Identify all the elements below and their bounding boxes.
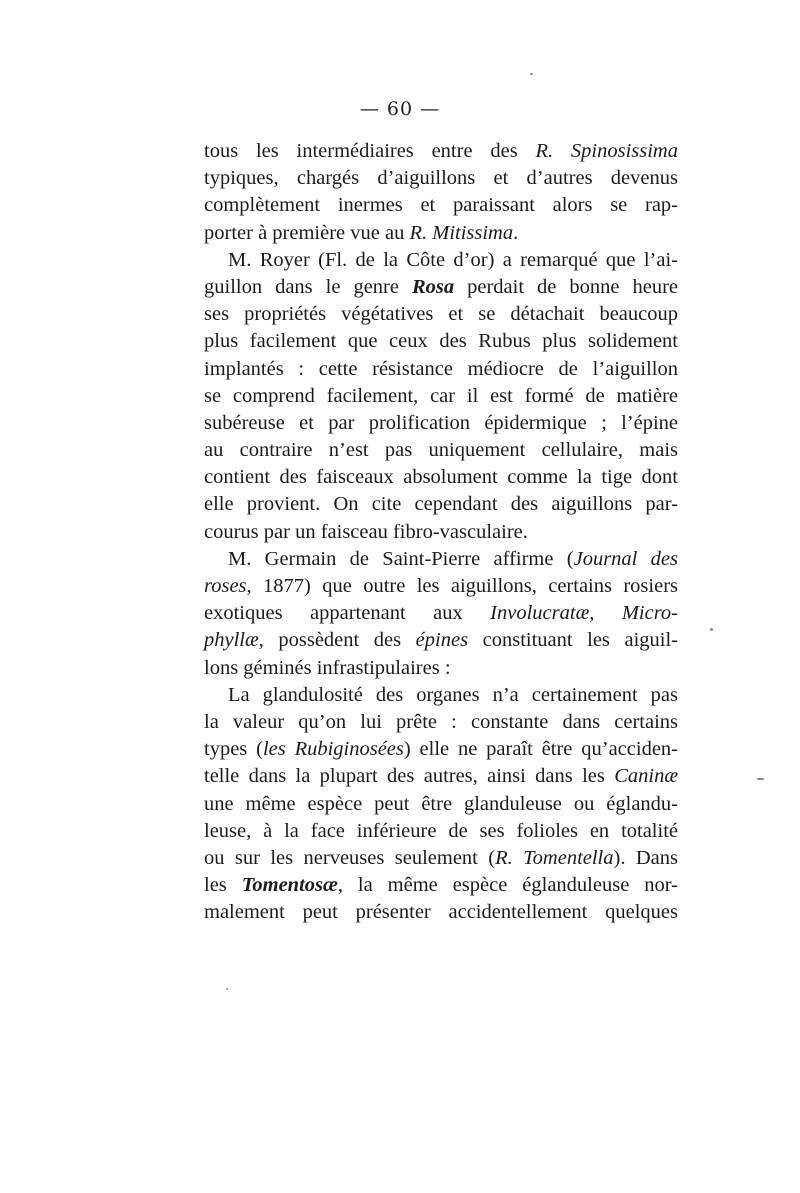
text-line bbox=[204, 301, 678, 328]
text-run: , bbox=[589, 602, 622, 625]
text-line bbox=[204, 845, 678, 872]
text-run: la valeur qu’on lui prête : constante dans certains bbox=[204, 710, 678, 733]
text-line bbox=[204, 464, 678, 491]
text-run: malement peut présenter accidentellement quelques bbox=[204, 901, 678, 924]
text-run: une même espèce peut être glanduleuse ou églandu- bbox=[204, 792, 678, 815]
text-run: . bbox=[513, 221, 519, 244]
emphasis-text: R. Tomentella bbox=[495, 846, 614, 869]
text-run: M. Royer (Fl. de la Côte d’or) a remarqué que l’ai- bbox=[228, 248, 678, 271]
text-run: M. Germain de Saint-Pierre affirme ( bbox=[228, 547, 574, 570]
text-line bbox=[204, 519, 678, 546]
text-line bbox=[204, 546, 678, 573]
text-line bbox=[204, 627, 678, 654]
emphasis-text: roses bbox=[204, 575, 247, 597]
text-line bbox=[204, 356, 678, 383]
text-run: tous les intermédiaires entre des bbox=[204, 140, 536, 162]
text-run: leuse, à la face inférieure de ses folioles en totalité bbox=[204, 819, 678, 842]
text-line bbox=[204, 247, 678, 274]
text-line bbox=[204, 437, 678, 464]
text-line bbox=[204, 818, 678, 845]
text-run: La glandulosité des organes n’a certainement pas bbox=[228, 683, 678, 706]
text-line bbox=[204, 655, 678, 682]
text-run: plus facilement que ceux des Rubus plus solidement bbox=[204, 330, 678, 353]
text-run: au contraire n’est pas uniquement cellulaire, mais bbox=[204, 439, 678, 462]
emphasis-text: Micro- bbox=[621, 602, 679, 625]
text-line bbox=[204, 192, 678, 219]
emphasis-text: les Rubiginosées bbox=[262, 738, 404, 761]
text-run: exotiques appartenant aux bbox=[204, 602, 491, 625]
text-run: implantés : cette résistance médiocre de l’aiguillon bbox=[204, 357, 678, 380]
text-run: les bbox=[204, 874, 242, 897]
emphasis-text: R. Spinosissima bbox=[535, 140, 678, 162]
text-run: constituant les aiguil- bbox=[468, 629, 678, 652]
text-run: lons géminés infrastipulaires : bbox=[204, 656, 451, 679]
text-run: guillon dans le genre bbox=[204, 275, 412, 298]
text-line bbox=[204, 682, 678, 709]
text-run: ) elle ne paraît être qu’acciden- bbox=[403, 738, 678, 761]
text-line bbox=[204, 383, 678, 410]
text-line bbox=[204, 410, 678, 437]
text-line bbox=[204, 220, 678, 247]
text-run: se comprend facilement, car il est formé de matière bbox=[204, 384, 678, 407]
text-run: perdait de bonne heure bbox=[454, 275, 678, 298]
text-line bbox=[204, 600, 678, 627]
emphasis-text: Journal des bbox=[573, 547, 678, 570]
text-run: porter à première vue au bbox=[204, 221, 410, 244]
text-run: types ( bbox=[204, 738, 263, 761]
print-speck bbox=[710, 628, 713, 631]
text-run: ). Dans bbox=[613, 846, 678, 869]
text-run: contient des faisceaux absolument comme la tige dont bbox=[204, 466, 678, 489]
text-line bbox=[204, 165, 678, 192]
emphasis-text: épines bbox=[415, 629, 469, 652]
page-number: — 60 — bbox=[359, 98, 441, 120]
text-line bbox=[204, 573, 678, 600]
text-line bbox=[204, 872, 678, 899]
emphasis-text: phyllæ bbox=[204, 629, 259, 652]
text-run: complètement inermes et paraissant alors se rap- bbox=[204, 194, 678, 217]
print-speck bbox=[226, 988, 228, 990]
text-run: elle provient. On cite cependant des aiguillons par- bbox=[204, 493, 678, 516]
text-line bbox=[204, 138, 678, 165]
text-run: subéreuse et par prolification épidermique ; l’épine bbox=[204, 411, 678, 434]
text-run: , possèdent des bbox=[258, 629, 416, 652]
text-line bbox=[204, 328, 678, 355]
text-line bbox=[204, 791, 678, 818]
text-line bbox=[204, 709, 678, 736]
text-run: typiques, chargés d’aiguillons et d’autres devenus bbox=[204, 167, 678, 190]
text-run: , 1877) que outre les aiguillons, certains rosiers bbox=[246, 575, 678, 597]
text-run: telle dans la plupart des autres, ainsi dans les bbox=[204, 765, 615, 788]
emphasis-text: Involucratæ bbox=[490, 602, 590, 625]
print-speck bbox=[757, 778, 764, 780]
text-line bbox=[204, 491, 678, 518]
text-run: ou sur les nerveuses seulement ( bbox=[204, 846, 496, 869]
emphasis-text: R. Mitissima bbox=[409, 221, 514, 244]
emphasis-text: Tomentosæ bbox=[241, 874, 338, 897]
emphasis-text: Caninæ bbox=[614, 765, 678, 788]
text-line bbox=[204, 763, 678, 790]
text-run: courus par un faisceau fibro-vasculaire. bbox=[204, 520, 528, 543]
text-run: , la même espèce églanduleuse nor- bbox=[337, 874, 678, 897]
body-text bbox=[204, 138, 678, 926]
text-line bbox=[204, 899, 678, 926]
text-run: ses propriétés végétatives et se détachait beaucoup bbox=[204, 303, 678, 326]
text-line bbox=[204, 274, 678, 301]
print-speck bbox=[530, 73, 533, 75]
text-line bbox=[204, 736, 678, 763]
emphasis-text: Rosa bbox=[411, 275, 455, 298]
